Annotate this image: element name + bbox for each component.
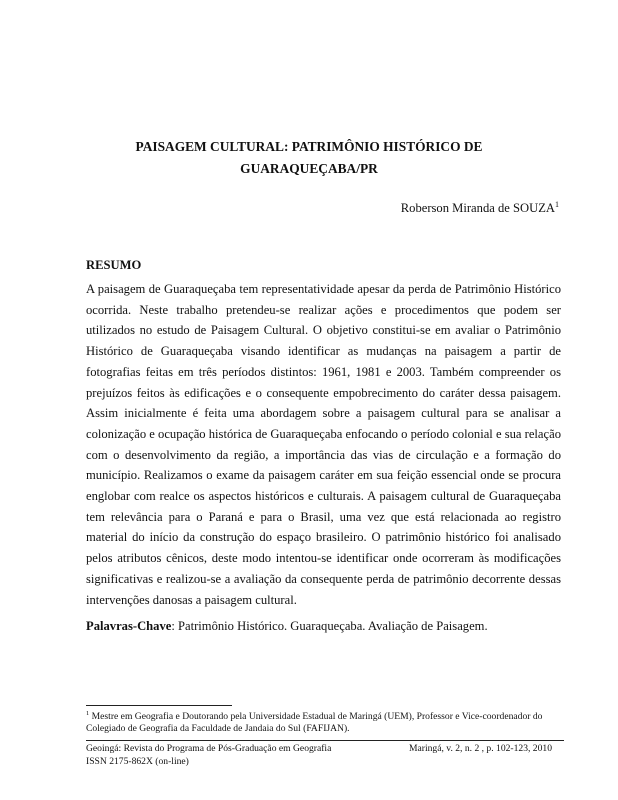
author <box>401 201 559 216</box>
author-footnote-mark: 1 <box>555 199 559 209</box>
footnote <box>86 711 564 735</box>
keywords-list: : Patrimônio Histórico. Guaraqueçaba. Avaliação de Paisagem. <box>171 619 488 633</box>
page-footer <box>86 743 552 768</box>
footer-row <box>86 743 552 756</box>
abstract-body: A paisagem de Guaraqueçaba tem representatividade apesar da perda de Patrimônio Histórico ocorrida. Neste trabalho pretendeu-se realizar ações e procedimentos que podem ser utilizados no estudo de Paisagem Cultural. O objetivo constitui-se em avaliar o Patrimônio Histórico de Guaraqueçaba visando identificar as mudanças na paisagem a partir de fotografias feitas em três períodos distintos: 1961, 1981 e 2003. Também compreender os prejuízos feitos às edificações e o consequente empobrecimento do caráter dessa paisagem. Assim inicialmente é feita uma abordagem sobre a paisagem cultural para se analisar a colonização e ocupação histórica de Guaraqueçaba enfocando o período colonial e sua relação com o desenvolvimento da região, a importância das vias de circulação e a formação do município. Realizamos o exame da paisagem caráter em sua feição essencial onde se procura englobar com realce os aspectos históricos e culturais. A paisagem cultural de Guaraqueçaba tem relevância para o Paraná e para o Brasil, uma vez que está relacionada ao registro material do início da construção do espaço brasileiro. O patrimônio histórico foi analisado pelos atributos cênicos, deste modo intentou-se identificar onde ocorreram às modificações significativas e realizou-se a avaliação da consequente perda de patrimônio decorrente dessas intervenções danosas a paisagem cultural. <box>86 282 561 607</box>
title-line-1: PAISAGEM CULTURAL: PATRIMÔNIO HISTÓRICO DE <box>135 139 483 154</box>
footer-citation: Maringá, v. 2, n. 2 , p. 102-123, 2010 <box>408 743 552 754</box>
keywords-label: Palavras-Chave <box>86 619 172 633</box>
keywords <box>86 619 561 634</box>
footer-issn: ISSN 2175-862X (on-line) <box>86 755 189 767</box>
footer-rule <box>86 740 564 741</box>
author-name: Roberson Miranda de SOUZA <box>400 201 555 215</box>
paper-title <box>60 136 558 180</box>
footnote-text: Mestre em Geografia e Doutorando pela Universidade Estadual de Maringá (UEM), Professor e Vice-coordenador do Colegiado de Geografia da Faculdade de Jandaia do Sul (FAFIJAN). <box>86 711 543 735</box>
abstract-heading: RESUMO <box>86 258 142 272</box>
footnote-mark: 1 <box>86 709 90 717</box>
footer-journal: Geoingá: Revista do Programa de Pós-Graduação em Geografia <box>86 743 332 754</box>
title-line-2: GUARAQUEÇABA/PR <box>240 161 378 176</box>
footnote-separator <box>86 705 232 706</box>
